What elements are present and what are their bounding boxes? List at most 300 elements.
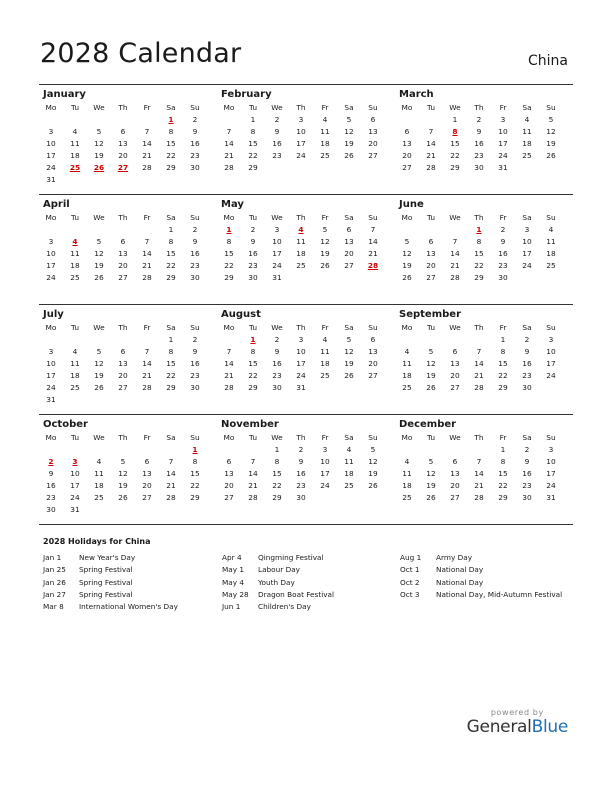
weekday-header — [39, 102, 217, 114]
day-cell: 2 — [192, 225, 198, 234]
empty-cell — [241, 444, 265, 456]
day-cell: 7 — [226, 347, 232, 356]
day-cell: 10 — [498, 127, 508, 136]
holiday-name: Spring Festival — [79, 589, 133, 599]
week-row — [217, 444, 395, 456]
day-cell: 15 — [248, 359, 258, 368]
month-name: March — [399, 89, 434, 100]
holiday-item — [400, 589, 562, 601]
weekday-label: Su — [190, 213, 200, 222]
weekday-label: Su — [546, 323, 556, 332]
day-cell: 4 — [346, 445, 352, 454]
day-cell: 2 — [524, 335, 530, 344]
day-cell: 28 — [166, 493, 176, 502]
holiday-day-cell: 8 — [452, 127, 458, 136]
day-cell: 6 — [226, 457, 232, 466]
holiday-date: Jan 1 — [43, 553, 62, 562]
empty-cell — [443, 224, 467, 236]
day-cell: 18 — [296, 249, 306, 258]
day-cell: 27 — [118, 273, 128, 282]
day-cell: 27 — [224, 493, 234, 502]
weekday-label: Mo — [45, 103, 57, 112]
holiday-day-cell: 1 — [192, 445, 198, 454]
day-cell: 27 — [402, 163, 412, 172]
day-cell: 20 — [450, 481, 460, 490]
day-cell: 7 — [476, 347, 482, 356]
week-row — [395, 444, 573, 456]
weekday-label: Tu — [70, 433, 80, 442]
day-cell: 13 — [118, 139, 128, 148]
calendar-grid — [39, 84, 573, 525]
weekday-header — [395, 102, 573, 114]
day-cell: 13 — [450, 359, 460, 368]
day-cell: 18 — [402, 481, 412, 490]
weekday-label: Th — [296, 103, 306, 112]
weekday-label: Su — [190, 323, 200, 332]
day-cell: 30 — [522, 493, 532, 502]
day-cell: 4 — [72, 127, 78, 136]
empty-cell — [135, 114, 159, 126]
day-cell: 15 — [272, 469, 282, 478]
day-cell: 30 — [190, 383, 200, 392]
holiday-item — [43, 577, 178, 589]
day-cell: 1 — [168, 335, 174, 344]
day-cell: 11 — [402, 359, 412, 368]
empty-cell — [419, 334, 443, 346]
day-cell: 23 — [190, 261, 200, 270]
holiday-date: Jan 27 — [43, 589, 66, 599]
day-cell: 22 — [248, 371, 258, 380]
day-cell: 6 — [120, 127, 126, 136]
week-row — [217, 162, 395, 174]
day-cell: 12 — [118, 469, 128, 478]
day-cell: 27 — [450, 493, 460, 502]
empty-cell — [87, 114, 111, 126]
day-cell: 20 — [118, 151, 128, 160]
day-cell: 9 — [192, 127, 198, 136]
day-cell: 14 — [142, 139, 152, 148]
weekday-label: Su — [546, 433, 556, 442]
day-cell: 19 — [546, 139, 556, 148]
weekday-label: Fr — [143, 323, 151, 332]
day-cell: 29 — [450, 163, 460, 172]
day-cell: 6 — [120, 237, 126, 246]
day-cell: 6 — [370, 115, 376, 124]
day-cell: 14 — [224, 139, 234, 148]
weekday-label: Sa — [522, 323, 532, 332]
empty-cell — [135, 174, 159, 186]
day-cell: 9 — [48, 469, 54, 478]
week-row — [395, 382, 573, 394]
empty-cell — [539, 272, 563, 284]
day-cell: 31 — [296, 383, 306, 392]
day-cell: 20 — [426, 261, 436, 270]
day-cell: 23 — [46, 493, 56, 502]
empty-cell — [313, 162, 337, 174]
weekday-header — [217, 102, 395, 114]
day-cell: 14 — [142, 359, 152, 368]
day-cell: 23 — [474, 151, 484, 160]
empty-cell — [395, 334, 419, 346]
day-cell: 21 — [474, 371, 484, 380]
week-row — [39, 236, 217, 248]
empty-cell — [395, 444, 419, 456]
week-row — [395, 162, 573, 174]
holiday-date: May 4 — [222, 577, 245, 587]
day-cell: 24 — [522, 261, 532, 270]
day-cell: 26 — [94, 273, 104, 282]
weekday-label: Tu — [70, 323, 80, 332]
week-row — [217, 126, 395, 138]
day-cell: 30 — [474, 163, 484, 172]
brand-logo — [467, 708, 568, 737]
week-row — [217, 468, 395, 480]
day-cell: 27 — [368, 151, 378, 160]
empty-cell — [539, 162, 563, 174]
weekday-label: Fr — [143, 103, 151, 112]
day-cell: 29 — [224, 273, 234, 282]
holiday-day-cell: 1 — [476, 225, 482, 234]
day-cell: 2 — [250, 225, 256, 234]
day-cell: 13 — [450, 469, 460, 478]
empty-cell — [87, 444, 111, 456]
day-cell: 22 — [166, 151, 176, 160]
weekday-label: Mo — [45, 323, 57, 332]
day-cell: 18 — [320, 139, 330, 148]
month-name: November — [221, 419, 279, 430]
holiday-item — [222, 589, 334, 601]
day-cell: 8 — [476, 237, 482, 246]
holiday-date: Apr 4 — [222, 553, 242, 562]
day-cell: 24 — [272, 261, 282, 270]
brand-part-general: General — [466, 717, 532, 737]
week-row — [217, 334, 395, 346]
empty-cell — [217, 114, 241, 126]
day-cell: 9 — [524, 347, 530, 356]
month-row — [39, 304, 573, 414]
empty-cell — [63, 444, 87, 456]
week-row — [39, 138, 217, 150]
day-cell: 16 — [522, 359, 532, 368]
day-cell: 7 — [452, 237, 458, 246]
weekday-label: Fr — [499, 103, 507, 112]
day-cell: 3 — [500, 115, 506, 124]
weekday-label: Fr — [499, 213, 507, 222]
weekday-label: Su — [368, 323, 378, 332]
holiday-item — [222, 564, 334, 576]
day-cell: 15 — [166, 359, 176, 368]
day-cell: 15 — [474, 249, 484, 258]
empty-cell — [63, 334, 87, 346]
day-cell: 6 — [144, 457, 150, 466]
day-cell: 4 — [322, 115, 328, 124]
holiday-item — [400, 564, 562, 576]
weekday-label: Fr — [143, 433, 151, 442]
empty-cell — [515, 162, 539, 174]
weekday-label: Th — [474, 213, 484, 222]
month-name: September — [399, 309, 461, 320]
day-cell: 24 — [296, 371, 306, 380]
day-cell: 14 — [426, 139, 436, 148]
month-name: January — [43, 89, 86, 100]
day-cell: 19 — [320, 249, 330, 258]
weekday-label: Su — [368, 433, 378, 442]
day-cell: 5 — [428, 347, 434, 356]
holiday-day-cell: 3 — [72, 457, 78, 466]
week-row — [217, 492, 395, 504]
weekday-label: Mo — [401, 103, 413, 112]
day-cell: 27 — [450, 383, 460, 392]
weekday-label: Th — [474, 323, 484, 332]
weekday-label: We — [449, 213, 461, 222]
day-cell: 15 — [498, 359, 508, 368]
empty-cell — [361, 382, 385, 394]
day-cell: 21 — [224, 371, 234, 380]
weekday-label: Fr — [499, 323, 507, 332]
day-cell: 5 — [322, 225, 328, 234]
day-cell: 25 — [522, 151, 532, 160]
day-cell: 28 — [450, 273, 460, 282]
day-cell: 13 — [426, 249, 436, 258]
holiday-name: Spring Festival — [79, 565, 133, 575]
empty-cell — [217, 444, 241, 456]
holiday-item — [222, 601, 334, 613]
day-cell: 22 — [248, 151, 258, 160]
week-row — [39, 162, 217, 174]
day-cell: 3 — [48, 127, 54, 136]
weekday-label: Sa — [344, 103, 354, 112]
day-cell: 1 — [500, 335, 506, 344]
empty-cell — [39, 224, 63, 236]
day-cell: 12 — [344, 127, 354, 136]
day-cell: 18 — [320, 359, 330, 368]
day-cell: 23 — [190, 151, 200, 160]
empty-cell — [313, 382, 337, 394]
day-cell: 12 — [402, 249, 412, 258]
day-cell: 20 — [368, 139, 378, 148]
day-cell: 12 — [426, 359, 436, 368]
holiday-day-cell: 28 — [367, 261, 379, 270]
weekday-label: Fr — [321, 433, 329, 442]
empty-cell — [515, 272, 539, 284]
day-cell: 5 — [96, 127, 102, 136]
day-cell: 26 — [402, 273, 412, 282]
day-cell: 25 — [70, 273, 80, 282]
day-cell: 28 — [142, 273, 152, 282]
day-cell: 10 — [546, 347, 556, 356]
day-cell: 1 — [274, 445, 280, 454]
day-cell: 17 — [46, 371, 56, 380]
holiday-date: May 28 — [222, 589, 249, 599]
week-row — [39, 358, 217, 370]
day-cell: 17 — [498, 139, 508, 148]
day-cell: 12 — [94, 139, 104, 148]
day-cell: 8 — [500, 457, 506, 466]
day-cell: 29 — [166, 273, 176, 282]
empty-cell — [395, 114, 419, 126]
powered-by-label: powered by — [490, 708, 544, 717]
empty-cell — [313, 272, 337, 284]
day-cell: 28 — [474, 383, 484, 392]
day-cell: 8 — [192, 457, 198, 466]
month-july — [39, 305, 217, 414]
day-cell: 7 — [144, 347, 150, 356]
day-cell: 6 — [120, 347, 126, 356]
day-cell: 14 — [248, 469, 258, 478]
weekday-label: We — [271, 103, 283, 112]
day-cell: 28 — [248, 493, 258, 502]
month-may — [217, 195, 395, 304]
empty-cell — [183, 174, 207, 186]
day-cell: 5 — [428, 457, 434, 466]
holiday-date: May 1 — [222, 565, 245, 575]
weekday-header — [217, 212, 395, 224]
day-cell: 14 — [224, 359, 234, 368]
month-november — [217, 415, 395, 524]
day-cell: 9 — [524, 457, 530, 466]
weekday-header — [39, 432, 217, 444]
day-cell: 26 — [344, 371, 354, 380]
day-cell: 18 — [70, 151, 80, 160]
empty-cell — [111, 224, 135, 236]
day-cell: 10 — [46, 249, 56, 258]
day-cell: 23 — [190, 371, 200, 380]
empty-cell — [419, 224, 443, 236]
day-cell: 18 — [402, 371, 412, 380]
week-row — [395, 492, 573, 504]
day-cell: 3 — [524, 225, 530, 234]
month-name: July — [43, 309, 64, 320]
empty-cell — [183, 394, 207, 406]
holiday-column — [222, 552, 334, 613]
empty-cell — [135, 224, 159, 236]
empty-cell — [87, 174, 111, 186]
day-cell: 11 — [320, 127, 330, 136]
weekday-label: We — [271, 433, 283, 442]
day-cell: 15 — [166, 249, 176, 258]
day-cell: 17 — [320, 469, 330, 478]
day-cell: 23 — [522, 481, 532, 490]
holiday-day-cell: 4 — [298, 225, 304, 234]
day-cell: 30 — [190, 163, 200, 172]
day-cell: 17 — [272, 249, 282, 258]
day-cell: 5 — [370, 445, 376, 454]
day-cell: 19 — [426, 481, 436, 490]
week-row — [39, 272, 217, 284]
country-name: China — [528, 53, 568, 69]
holiday-date: Mar 8 — [43, 602, 64, 612]
empty-cell — [443, 444, 467, 456]
day-cell: 25 — [296, 261, 306, 270]
day-cell: 24 — [498, 151, 508, 160]
day-cell: 26 — [426, 383, 436, 392]
day-cell: 12 — [426, 469, 436, 478]
holiday-item — [43, 601, 178, 613]
empty-cell — [63, 174, 87, 186]
empty-cell — [63, 224, 87, 236]
week-row — [39, 334, 217, 346]
month-january — [39, 85, 217, 194]
day-cell: 2 — [274, 335, 280, 344]
weekday-label: Mo — [223, 213, 235, 222]
day-cell: 27 — [368, 371, 378, 380]
week-row — [39, 248, 217, 260]
holiday-item — [43, 564, 178, 576]
day-cell: 22 — [272, 481, 282, 490]
day-cell: 6 — [404, 127, 410, 136]
day-cell: 6 — [452, 347, 458, 356]
day-cell: 29 — [166, 383, 176, 392]
day-cell: 23 — [296, 481, 306, 490]
day-cell: 24 — [546, 481, 556, 490]
day-cell: 22 — [166, 371, 176, 380]
weekday-label: Mo — [45, 433, 57, 442]
day-cell: 16 — [190, 249, 200, 258]
week-row — [395, 114, 573, 126]
day-cell: 19 — [344, 359, 354, 368]
empty-cell — [361, 162, 385, 174]
day-cell: 14 — [166, 469, 176, 478]
empty-cell — [337, 382, 361, 394]
week-row — [217, 346, 395, 358]
day-cell: 10 — [546, 457, 556, 466]
month-march — [395, 85, 573, 194]
day-cell: 2 — [192, 115, 198, 124]
day-cell: 26 — [344, 151, 354, 160]
day-cell: 24 — [46, 273, 56, 282]
day-cell: 8 — [250, 347, 256, 356]
week-row — [39, 468, 217, 480]
month-october — [39, 415, 217, 524]
weekday-label: Mo — [401, 323, 413, 332]
week-row — [217, 480, 395, 492]
day-cell: 12 — [546, 127, 556, 136]
day-cell: 24 — [46, 383, 56, 392]
holiday-date: Jun 1 — [222, 602, 241, 612]
weekday-label: Sa — [166, 213, 176, 222]
day-cell: 12 — [344, 347, 354, 356]
day-cell: 6 — [452, 457, 458, 466]
day-cell: 28 — [474, 493, 484, 502]
day-cell: 17 — [70, 481, 80, 490]
weekday-label: Sa — [344, 433, 354, 442]
day-cell: 31 — [546, 493, 556, 502]
day-cell: 26 — [426, 493, 436, 502]
day-cell: 27 — [344, 261, 354, 270]
day-cell: 4 — [524, 115, 530, 124]
holiday-name: Qingming Festival — [258, 553, 324, 562]
week-row — [395, 358, 573, 370]
week-row — [39, 456, 217, 468]
day-cell: 10 — [296, 127, 306, 136]
day-cell: 21 — [142, 151, 152, 160]
week-row — [395, 236, 573, 248]
weekday-label: Fr — [321, 323, 329, 332]
holiday-column — [400, 552, 562, 601]
weekday-label: Th — [296, 213, 306, 222]
holiday-day-cell: 26 — [93, 163, 105, 172]
day-cell: 28 — [142, 163, 152, 172]
day-cell: 11 — [70, 359, 80, 368]
day-cell: 21 — [166, 481, 176, 490]
day-cell: 11 — [546, 237, 556, 246]
day-cell: 9 — [500, 237, 506, 246]
holiday-name: Labour Day — [258, 565, 300, 575]
weekday-label: Mo — [401, 433, 413, 442]
week-row — [217, 260, 395, 272]
day-cell: 20 — [118, 261, 128, 270]
empty-cell — [63, 114, 87, 126]
